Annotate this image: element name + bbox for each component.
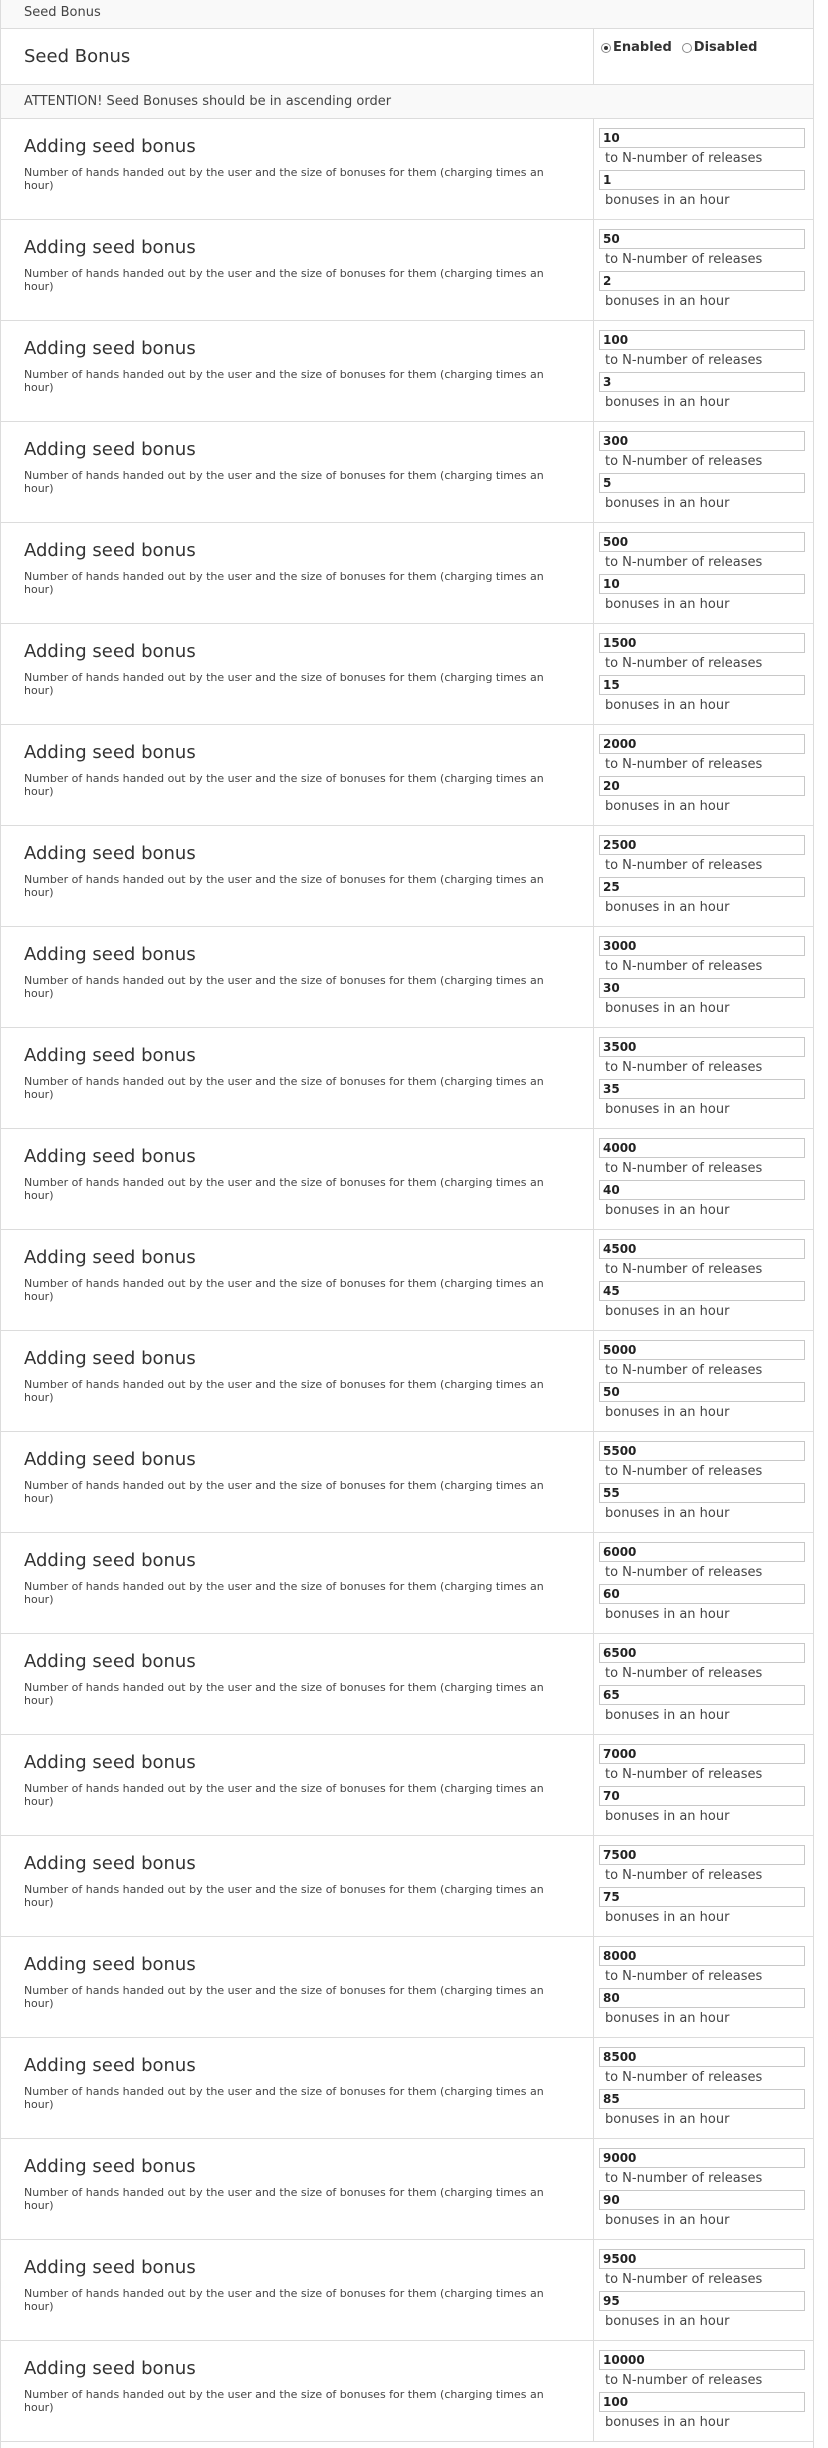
releases-input[interactable] [599, 936, 805, 956]
bonus-input[interactable] [599, 473, 805, 493]
releases-input[interactable] [599, 1845, 805, 1865]
bonus-input[interactable] [599, 1180, 805, 1200]
attention-notice-text: ATTENTION! Seed Bonuses should be in ascending order [24, 94, 392, 109]
column-divider [593, 422, 594, 522]
column-divider [593, 1129, 594, 1229]
releases-label: to N-number of releases [605, 959, 763, 974]
bonus-input[interactable] [599, 1483, 805, 1503]
releases-label: to N-number of releases [605, 1868, 763, 1883]
releases-input[interactable] [599, 1340, 805, 1360]
bonus-label: bonuses in an hour [605, 496, 730, 511]
seed-bonus-rows [1, 119, 813, 2442]
row-title: Adding seed bonus [24, 1853, 196, 1874]
seed-bonus-row [1, 624, 813, 725]
bonus-input[interactable] [599, 271, 805, 291]
row-description: Number of hands handed out by the user and the size of bonuses for them (charging times an hour) [24, 1580, 544, 1606]
bonus-input[interactable] [599, 1786, 805, 1806]
releases-label: to N-number of releases [605, 858, 763, 873]
row-title: Adding seed bonus [24, 742, 196, 763]
row-description: Number of hands handed out by the user and the size of bonuses for them (charging times an hour) [24, 570, 544, 596]
row-title: Adding seed bonus [24, 1146, 196, 1167]
row-description: Number of hands handed out by the user and the size of bonuses for them (charging times an hour) [24, 2287, 544, 2313]
seed-bonus-row [1, 1836, 813, 1937]
column-divider [593, 927, 594, 1027]
bonus-label: bonuses in an hour [605, 698, 730, 713]
row-description: Number of hands handed out by the user and the size of bonuses for them (charging times an hour) [24, 1984, 544, 2010]
releases-label: to N-number of releases [605, 1767, 763, 1782]
releases-input[interactable] [599, 1643, 805, 1663]
row-description: Number of hands handed out by the user and the size of bonuses for them (charging times an hour) [24, 2388, 544, 2414]
bonus-input[interactable] [599, 877, 805, 897]
seed-bonus-row [1, 826, 813, 927]
column-divider [593, 1735, 594, 1835]
row-title: Adding seed bonus [24, 1550, 196, 1571]
bonus-input[interactable] [599, 2392, 805, 2412]
seed-bonus-row [1, 1028, 813, 1129]
releases-input[interactable] [599, 2249, 805, 2269]
bonus-label: bonuses in an hour [605, 1910, 730, 1925]
bonus-label: bonuses in an hour [605, 1708, 730, 1723]
column-divider [593, 523, 594, 623]
seed-bonus-row [1, 1331, 813, 1432]
releases-label: to N-number of releases [605, 2171, 763, 2186]
seed-bonus-row [1, 1735, 813, 1836]
releases-label: to N-number of releases [605, 2070, 763, 2085]
releases-label: to N-number of releases [605, 1464, 763, 1479]
seed-bonus-row [1, 1230, 813, 1331]
releases-input[interactable] [599, 532, 805, 552]
releases-label: to N-number of releases [605, 252, 763, 267]
disabled-radio[interactable] [682, 43, 692, 53]
column-divider [593, 1331, 594, 1431]
bonus-input[interactable] [599, 170, 805, 190]
releases-input[interactable] [599, 2047, 805, 2067]
bonus-input[interactable] [599, 1382, 805, 1402]
column-divider [593, 220, 594, 320]
column-divider [593, 2038, 594, 2138]
seed-bonus-row [1, 1937, 813, 2038]
column-divider [593, 725, 594, 825]
bonus-label: bonuses in an hour [605, 395, 730, 410]
seed-bonus-row [1, 2240, 813, 2341]
seed-bonus-row [1, 1634, 813, 1735]
row-title: Adding seed bonus [24, 540, 196, 561]
bonus-label: bonuses in an hour [605, 1203, 730, 1218]
releases-label: to N-number of releases [605, 353, 763, 368]
releases-label: to N-number of releases [605, 1060, 763, 1075]
bonus-input[interactable] [599, 574, 805, 594]
releases-input[interactable] [599, 734, 805, 754]
row-title: Adding seed bonus [24, 843, 196, 864]
row-description: Number of hands handed out by the user and the size of bonuses for them (charging times an hour) [24, 469, 544, 495]
seed-bonus-row [1, 1129, 813, 1230]
row-description: Number of hands handed out by the user and the size of bonuses for them (charging times an hour) [24, 2085, 544, 2111]
column-divider [593, 1836, 594, 1936]
toggle-radio-group [601, 40, 767, 55]
releases-input[interactable] [599, 1037, 805, 1057]
releases-input[interactable] [599, 1946, 805, 1966]
releases-label: to N-number of releases [605, 1969, 763, 1984]
releases-input[interactable] [599, 330, 805, 350]
bonus-input[interactable] [599, 1988, 805, 2008]
bonus-label: bonuses in an hour [605, 2011, 730, 2026]
releases-input[interactable] [599, 2148, 805, 2168]
seed-bonus-row [1, 119, 813, 220]
row-title: Adding seed bonus [24, 1954, 196, 1975]
column-divider [593, 2341, 594, 2441]
seed-bonus-row [1, 422, 813, 523]
bonus-label: bonuses in an hour [605, 193, 730, 208]
row-description: Number of hands handed out by the user and the size of bonuses for them (charging times an hour) [24, 1681, 544, 1707]
bonus-label: bonuses in an hour [605, 294, 730, 309]
row-description: Number of hands handed out by the user and the size of bonuses for them (charging times an hour) [24, 166, 544, 192]
column-divider [593, 1937, 594, 2037]
releases-input[interactable] [599, 1542, 805, 1562]
releases-label: to N-number of releases [605, 656, 763, 671]
panel-header [1, 0, 813, 29]
row-title: Adding seed bonus [24, 2358, 196, 2379]
column-divider [593, 1432, 594, 1532]
seed-bonus-row [1, 1432, 813, 1533]
seed-bonus-row [1, 2139, 813, 2240]
row-description: Number of hands handed out by the user and the size of bonuses for them (charging times an hour) [24, 2186, 544, 2212]
releases-input[interactable] [599, 1239, 805, 1259]
releases-input[interactable] [599, 128, 805, 148]
bonus-label: bonuses in an hour [605, 2213, 730, 2228]
bonus-label: bonuses in an hour [605, 1405, 730, 1420]
releases-input[interactable] [599, 633, 805, 653]
row-title: Adding seed bonus [24, 2257, 196, 2278]
bonus-label: bonuses in an hour [605, 799, 730, 814]
column-divider [593, 2139, 594, 2239]
bonus-label: bonuses in an hour [605, 597, 730, 612]
column-divider [593, 624, 594, 724]
releases-label: to N-number of releases [605, 1363, 763, 1378]
row-title: Adding seed bonus [24, 338, 196, 359]
row-title: Adding seed bonus [24, 1651, 196, 1672]
releases-label: to N-number of releases [605, 2272, 763, 2287]
releases-input[interactable] [599, 229, 805, 249]
row-description: Number of hands handed out by the user and the size of bonuses for them (charging times an hour) [24, 1883, 544, 1909]
column-divider [593, 321, 594, 421]
row-title: Adding seed bonus [24, 1247, 196, 1268]
releases-label: to N-number of releases [605, 2373, 763, 2388]
releases-input[interactable] [599, 1441, 805, 1461]
bonus-input[interactable] [599, 675, 805, 695]
bonus-input[interactable] [599, 1584, 805, 1604]
bonus-input[interactable] [599, 1079, 805, 1099]
seed-bonus-row [1, 1533, 813, 1634]
bonus-input[interactable] [599, 2291, 805, 2311]
releases-label: to N-number of releases [605, 454, 763, 469]
bonus-label: bonuses in an hour [605, 2415, 730, 2430]
seed-bonus-row [1, 220, 813, 321]
attention-notice [1, 85, 813, 119]
seed-bonus-row [1, 725, 813, 826]
row-description: Number of hands handed out by the user and the size of bonuses for them (charging times an hour) [24, 1176, 544, 1202]
row-title: Adding seed bonus [24, 641, 196, 662]
row-description: Number of hands handed out by the user and the size of bonuses for them (charging times an hour) [24, 671, 544, 697]
releases-input[interactable] [599, 431, 805, 451]
row-title: Adding seed bonus [24, 944, 196, 965]
releases-label: to N-number of releases [605, 555, 763, 570]
bonus-label: bonuses in an hour [605, 1001, 730, 1016]
releases-input[interactable] [599, 835, 805, 855]
bonus-input[interactable] [599, 1685, 805, 1705]
column-divider [593, 1533, 594, 1633]
bonus-label: bonuses in an hour [605, 2112, 730, 2127]
row-description: Number of hands handed out by the user and the size of bonuses for them (charging times an hour) [24, 267, 544, 293]
seed-bonus-row [1, 927, 813, 1028]
row-title: Adding seed bonus [24, 2156, 196, 2177]
releases-label: to N-number of releases [605, 1666, 763, 1681]
bonus-label: bonuses in an hour [605, 1506, 730, 1521]
releases-input[interactable] [599, 1744, 805, 1764]
row-title: Adding seed bonus [24, 136, 196, 157]
toggle-title: Seed Bonus [24, 46, 131, 67]
bonus-input[interactable] [599, 776, 805, 796]
column-divider [593, 1634, 594, 1734]
bonus-input[interactable] [599, 2190, 805, 2210]
bonus-label: bonuses in an hour [605, 1304, 730, 1319]
row-title: Adding seed bonus [24, 2055, 196, 2076]
seed-bonus-toggle-row [1, 29, 813, 85]
row-description: Number of hands handed out by the user and the size of bonuses for them (charging times an hour) [24, 1479, 544, 1505]
row-description: Number of hands handed out by the user and the size of bonuses for them (charging times an hour) [24, 974, 544, 1000]
bonus-label: bonuses in an hour [605, 1102, 730, 1117]
releases-label: to N-number of releases [605, 1262, 763, 1277]
releases-label: to N-number of releases [605, 1161, 763, 1176]
releases-label: to N-number of releases [605, 151, 763, 166]
row-description: Number of hands handed out by the user and the size of bonuses for them (charging times an hour) [24, 1075, 544, 1101]
disabled-label[interactable]: Disabled [693, 40, 758, 55]
row-description: Number of hands handed out by the user and the size of bonuses for them (charging times an hour) [24, 1378, 544, 1404]
seed-bonus-row [1, 321, 813, 422]
bonus-input[interactable] [599, 372, 805, 392]
row-title: Adding seed bonus [24, 1752, 196, 1773]
row-description: Number of hands handed out by the user and the size of bonuses for them (charging times an hour) [24, 1782, 544, 1808]
bonus-label: bonuses in an hour [605, 1607, 730, 1622]
bonus-input[interactable] [599, 978, 805, 998]
row-title: Adding seed bonus [24, 1449, 196, 1470]
seed-bonus-row [1, 523, 813, 624]
enabled-radio[interactable] [601, 43, 611, 53]
row-description: Number of hands handed out by the user and the size of bonuses for them (charging times an hour) [24, 873, 544, 899]
releases-label: to N-number of releases [605, 1565, 763, 1580]
releases-input[interactable] [599, 2350, 805, 2370]
row-title: Adding seed bonus [24, 237, 196, 258]
bonus-input[interactable] [599, 1887, 805, 1907]
seed-bonus-row [1, 2038, 813, 2139]
row-description: Number of hands handed out by the user and the size of bonuses for them (charging times an hour) [24, 772, 544, 798]
bonus-input[interactable] [599, 2089, 805, 2109]
panel-header-title: Seed Bonus [24, 5, 101, 20]
bonus-input[interactable] [599, 1281, 805, 1301]
releases-label: to N-number of releases [605, 757, 763, 772]
column-divider [593, 2240, 594, 2340]
bonus-label: bonuses in an hour [605, 900, 730, 915]
row-title: Adding seed bonus [24, 1045, 196, 1066]
column-divider [593, 119, 594, 219]
enabled-label[interactable]: Enabled [613, 40, 672, 55]
row-description: Number of hands handed out by the user and the size of bonuses for them (charging times an hour) [24, 368, 544, 394]
column-divider [593, 29, 594, 84]
row-title: Adding seed bonus [24, 1348, 196, 1369]
bonus-label: bonuses in an hour [605, 2314, 730, 2329]
seed-bonus-row [1, 2341, 813, 2442]
releases-input[interactable] [599, 1138, 805, 1158]
row-description: Number of hands handed out by the user and the size of bonuses for them (charging times an hour) [24, 1277, 544, 1303]
bonus-label: bonuses in an hour [605, 1809, 730, 1824]
column-divider [593, 826, 594, 926]
column-divider [593, 1028, 594, 1128]
column-divider [593, 1230, 594, 1330]
row-title: Adding seed bonus [24, 439, 196, 460]
